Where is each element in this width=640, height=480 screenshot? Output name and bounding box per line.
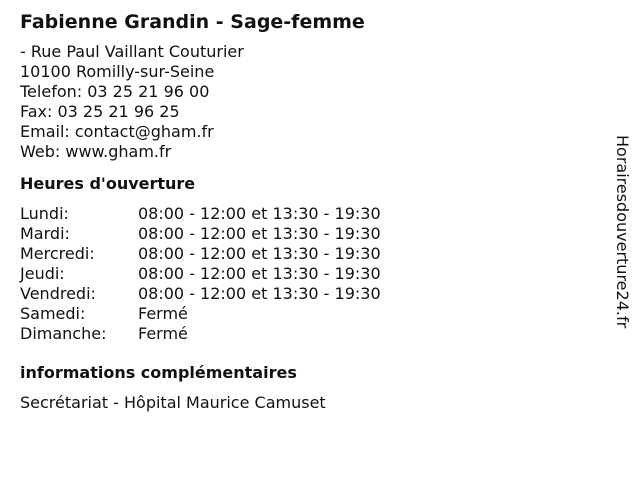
hours-day-value: Fermé (138, 304, 188, 323)
hours-day-value: 08:00 - 12:00 et 13:30 - 19:30 (138, 204, 381, 223)
hours-day-label: Lundi: (20, 204, 69, 223)
hours-day-value: Fermé (138, 324, 188, 343)
hours-row-mardi (20, 224, 580, 244)
hours-day-value: 08:00 - 12:00 et 13:30 - 19:30 (138, 264, 381, 283)
hours-row-samedi (20, 304, 580, 324)
hours-day-label: Mercredi: (20, 244, 95, 263)
hours-heading: Heures d'ouverture (20, 174, 196, 193)
hours-row-dimanche (20, 324, 580, 344)
web-line: Web: www.gham.fr (20, 142, 172, 161)
hours-day-label: Jeudi: (20, 264, 65, 283)
email-line: Email: contact@gham.fr (20, 122, 214, 141)
business-card (20, 10, 580, 413)
fax-line: Fax: 03 25 21 96 25 (20, 102, 180, 121)
hours-day-value: 08:00 - 12:00 et 13:30 - 19:30 (138, 244, 381, 263)
info-text: Secrétariat - Hôpital Maurice Camuset (20, 393, 326, 412)
hours-row-mercredi (20, 244, 580, 264)
hours-row-lundi (20, 204, 580, 224)
brand-watermark: Horairesdouverture24.fr (613, 135, 632, 329)
hours-day-value: 08:00 - 12:00 et 13:30 - 19:30 (138, 284, 381, 303)
phone-line: Telefon: 03 25 21 96 00 (20, 82, 210, 101)
address-street: - Rue Paul Vaillant Couturier (20, 42, 244, 61)
hours-day-value: 08:00 - 12:00 et 13:30 - 19:30 (138, 224, 381, 243)
hours-day-label: Dimanche: (20, 324, 107, 343)
hours-row-jeudi (20, 264, 580, 284)
info-heading: informations complémentaires (20, 363, 297, 382)
address-city: 10100 Romilly-sur-Seine (20, 62, 215, 81)
hours-day-label: Samedi: (20, 304, 86, 323)
business-name: Fabienne Grandin - Sage-femme (20, 11, 365, 33)
hours-row-vendredi (20, 284, 580, 304)
hours-day-label: Vendredi: (20, 284, 96, 303)
hours-table (20, 204, 580, 344)
hours-day-label: Mardi: (20, 224, 70, 243)
